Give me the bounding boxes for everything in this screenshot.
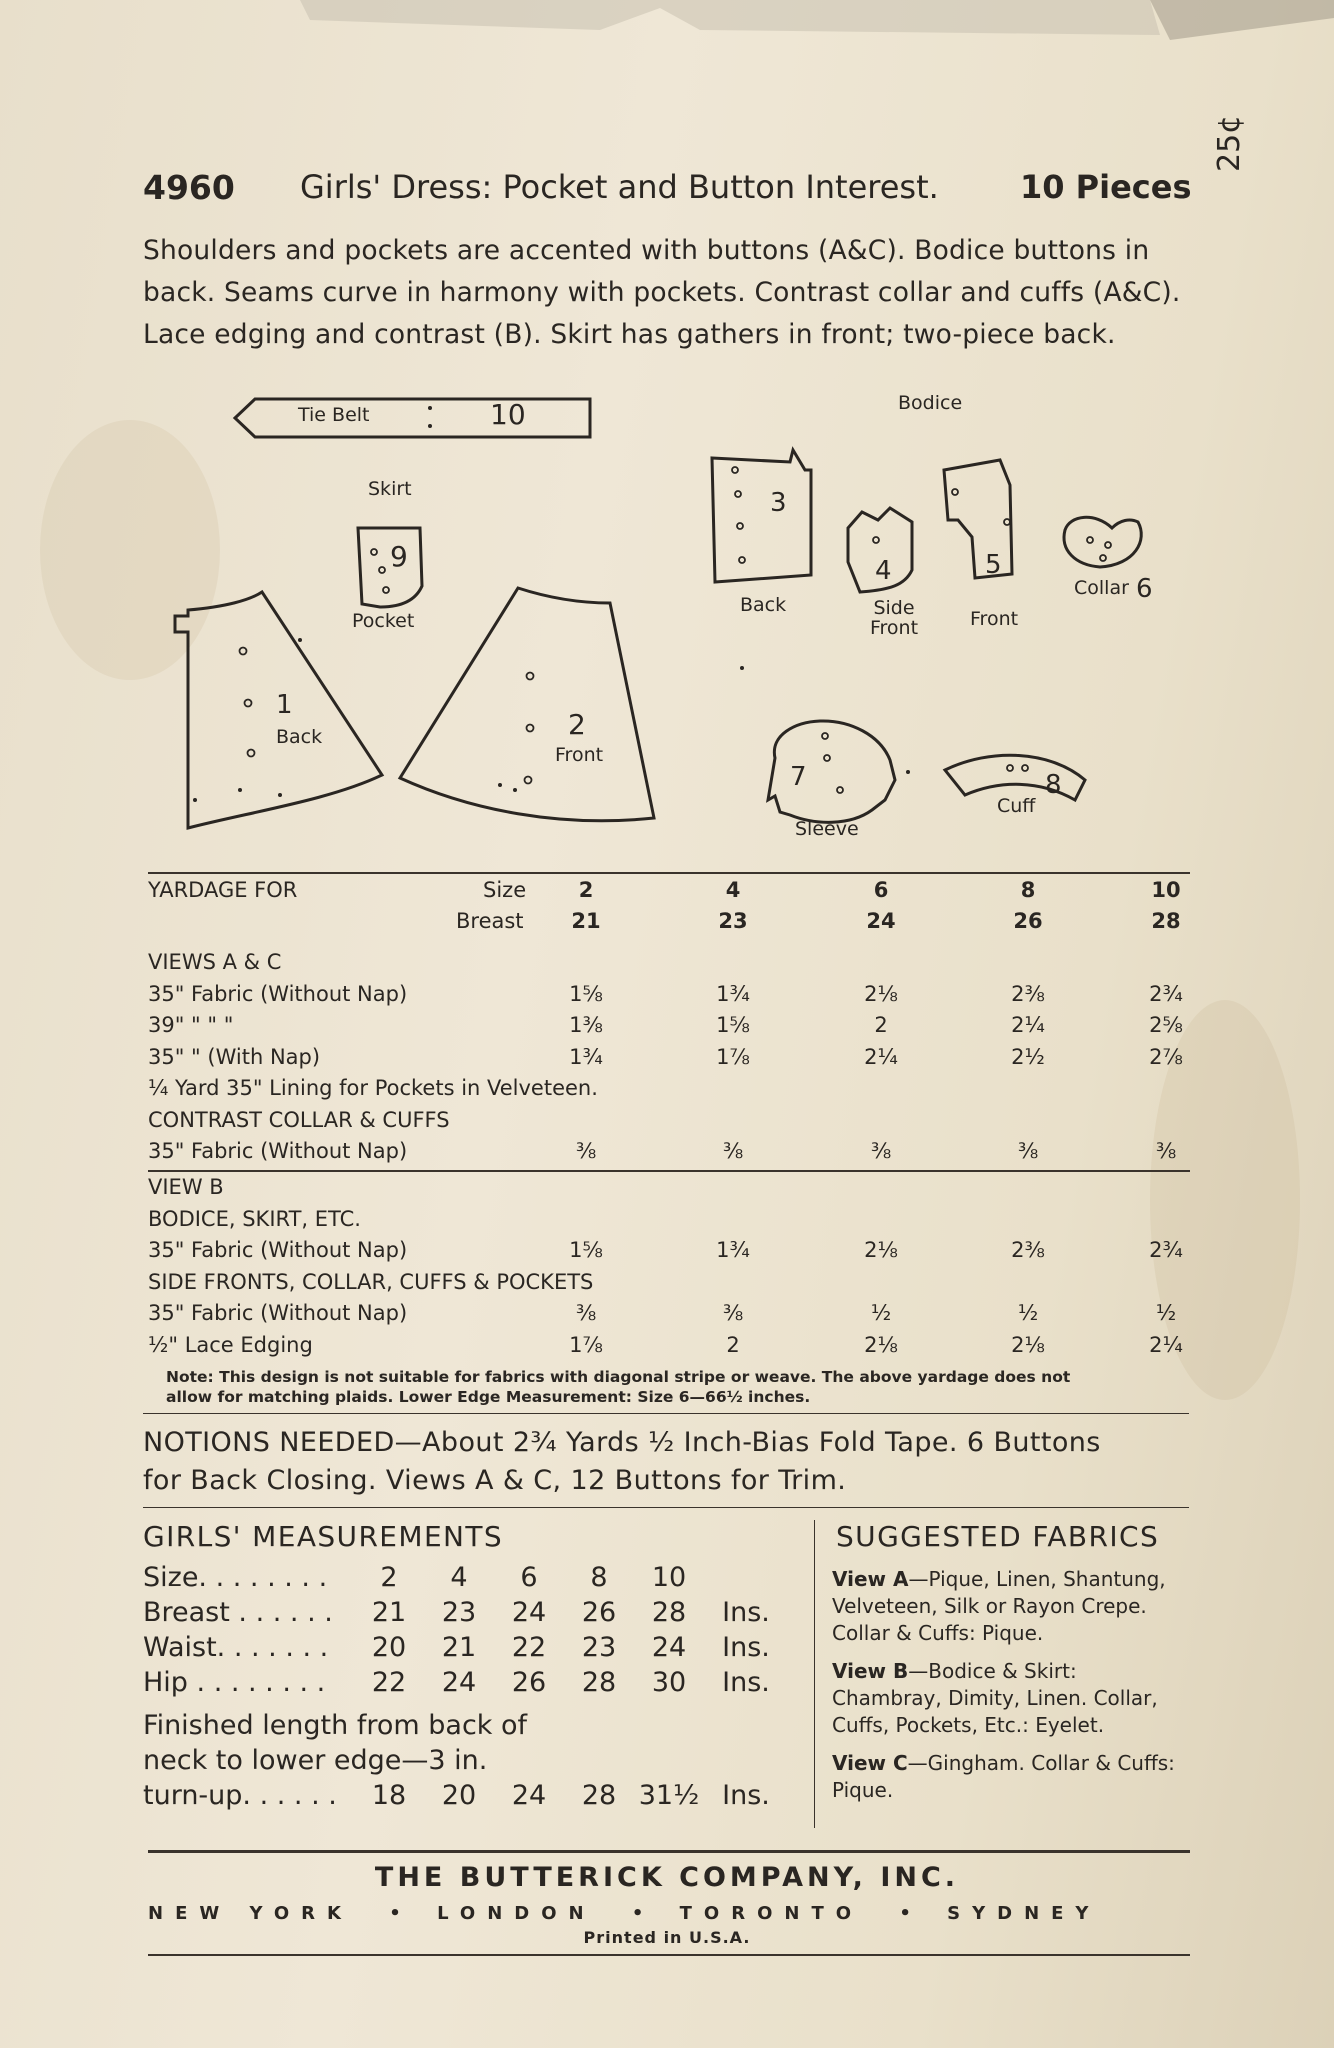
yardage-row-label: VIEW B	[148, 1175, 224, 1199]
measurement-unit: Ins.	[722, 1597, 770, 1628]
yardage-value: 1⅜	[569, 1013, 603, 1037]
yardage-row-label: VIEWS A & C	[148, 950, 282, 974]
city: LONDON	[437, 1903, 596, 1924]
printed-in: Printed in U.S.A.	[583, 1928, 751, 1947]
yardage-size: 10	[1151, 878, 1181, 902]
pattern-number: 4960	[143, 168, 235, 207]
fabric-view-name: View B	[832, 1659, 909, 1683]
piece-label: Front	[555, 744, 604, 766]
yardage-row	[148, 1139, 1198, 1167]
yardage-row	[148, 1175, 1198, 1203]
column-divider	[814, 1520, 815, 1828]
tie-belt-number: 10	[490, 398, 526, 431]
yardage-breast-row	[148, 909, 1198, 937]
measurement-value: 28	[651, 1597, 687, 1628]
piece-label: Back	[276, 726, 323, 748]
yardage-row-label: 35" Fabric (Without Nap)	[148, 1238, 408, 1262]
measurement-row	[143, 1562, 823, 1593]
price: 25¢	[1212, 114, 1247, 172]
measurement-value: 23	[581, 1632, 617, 1663]
yardage-value: ½	[1155, 1301, 1177, 1325]
fabric-view	[832, 1566, 1192, 1647]
fabric-view-text: —Gingham. Collar & Cuffs: Pique.	[832, 1751, 1175, 1802]
yardage-value: 1⅝	[569, 981, 603, 1006]
collar-piece	[1064, 517, 1141, 567]
footer-rule	[148, 1850, 1190, 1853]
yardage-value: ⅜	[575, 1139, 597, 1163]
yardage-value: 2¼	[1011, 1013, 1045, 1037]
yardage-value: 2	[726, 1332, 740, 1357]
measurement-label: Hip . . . . . . . .	[143, 1667, 326, 1698]
measurement-value: 24	[651, 1632, 687, 1663]
fabrics-heading: SUGGESTED FABRICS	[836, 1520, 1160, 1553]
measurement-row	[143, 1632, 823, 1663]
yardage-row-label: SIDE FRONTS, COLLAR, CUFFS & POCKETS	[148, 1269, 594, 1294]
size-label: Size	[483, 878, 527, 902]
yardage-value: 1¾	[569, 1044, 603, 1069]
divider	[148, 872, 1190, 874]
yardage-value: ½	[870, 1301, 892, 1325]
divider	[143, 1507, 1189, 1508]
turnup-value: 18	[371, 1780, 407, 1811]
yardage-value: ⅜	[575, 1301, 597, 1325]
yardage-value: ⅜	[722, 1301, 744, 1325]
description-line: back. Seams curve in harmony with pockets. Contrast collar and cuffs (A&C).	[143, 277, 1181, 308]
measurement-value: 21	[441, 1632, 477, 1663]
piece-label: Front	[970, 608, 1019, 630]
piece-number: 9	[390, 540, 408, 573]
measurement-value: 21	[371, 1597, 407, 1628]
yardage-row	[148, 1270, 1198, 1298]
piece-number: 8	[1045, 770, 1062, 800]
city: NEW YORK	[148, 1903, 353, 1924]
measurement-value: 24	[441, 1667, 477, 1698]
fabric-view-name: View C	[832, 1751, 908, 1775]
piece-number: 5	[985, 550, 1002, 580]
yardage-breast: 26	[1013, 909, 1043, 933]
piece-number: 1	[276, 690, 293, 720]
bodice-label: Bodice	[898, 392, 963, 414]
tie-belt-piece	[235, 399, 590, 437]
yardage-row	[148, 1301, 1198, 1329]
yardage-size-row	[148, 878, 1198, 906]
turnup-value: 24	[511, 1780, 547, 1811]
fabric-view	[832, 1750, 1192, 1804]
yardage-value: ½	[1017, 1301, 1039, 1325]
fabric-view-name: View A	[832, 1567, 909, 1591]
yardage-size: 4	[725, 878, 741, 902]
tie-belt-label: Tie Belt	[298, 404, 370, 426]
measurement-value: 24	[511, 1597, 547, 1628]
company-name: THE BUTTERICK COMPANY, INC.	[374, 1862, 960, 1893]
measurement-value: 2	[380, 1562, 398, 1593]
yardage-breast: 28	[1151, 909, 1181, 933]
description-line: Shoulders and pockets are accented with buttons (A&C). Bodice buttons in	[143, 235, 1150, 266]
company-cities: NEW YORK • LONDON • TORONTO • SYDNEY	[148, 1903, 1101, 1924]
divider	[148, 1170, 1190, 1172]
measurement-value: 26	[511, 1667, 547, 1698]
fabric-view-text: —Pique, Linen, Shantung, Velveteen, Silk or Rayon Crepe. Collar & Cuffs: Pique.	[832, 1567, 1166, 1645]
measurement-value: 10	[651, 1562, 687, 1593]
measurement-unit: Ins.	[722, 1667, 770, 1698]
fabric-view	[832, 1658, 1192, 1739]
yardage-row-label: 35" Fabric (Without Nap)	[148, 1139, 408, 1163]
yardage-size: 6	[873, 878, 889, 902]
yardage-row	[148, 1045, 1198, 1073]
yardage-size: 2	[578, 878, 594, 902]
measurement-value: 20	[371, 1632, 407, 1663]
bodice-front-piece	[944, 460, 1012, 578]
notions-line: NOTIONS NEEDED—About 2¾ Yards ½ Inch-Bias Fold Tape. 6 Buttons	[143, 1427, 1101, 1458]
sleeve-piece	[768, 721, 895, 822]
yardage-value: 1¾	[716, 981, 750, 1006]
measurement-value: 30	[651, 1667, 687, 1698]
piece-number: 4	[875, 556, 892, 586]
yardage-row-label: 35" Fabric (Without Nap)	[148, 981, 408, 1006]
description-line: Lace edging and contrast (B). Skirt has gathers in front; two-piece back.	[143, 319, 1116, 350]
piece-count: 10 Pieces	[1020, 168, 1192, 206]
city: TORONTO	[679, 1903, 864, 1924]
skirt-front-piece	[400, 588, 654, 821]
turnup-value: 31½	[638, 1780, 700, 1811]
measurement-value: 6	[520, 1562, 538, 1593]
yardage-value: 2⅞	[1149, 1044, 1183, 1069]
measurement-value: 22	[511, 1632, 547, 1663]
piece-label: Cuff	[997, 795, 1036, 817]
piece-label: Sleeve	[795, 818, 859, 840]
measurement-unit: Ins.	[722, 1632, 770, 1663]
yardage-row	[148, 1238, 1198, 1266]
turnup-unit: Ins.	[722, 1780, 770, 1811]
measurement-label: Size. . . . . . . .	[143, 1562, 328, 1593]
yardage-breast: 24	[866, 909, 896, 933]
yardage-value: 1⅝	[716, 1013, 750, 1037]
description	[143, 230, 1181, 356]
notions-line: for Back Closing. Views A & C, 12 Buttons for Trim.	[143, 1465, 847, 1496]
measurement-label: Waist. . . . . . .	[143, 1632, 329, 1663]
yardage-row	[148, 1013, 1198, 1041]
yardage-row-label: 39" " " "	[148, 1013, 234, 1037]
pattern-title: Girls' Dress: Pocket and Button Interest.	[300, 168, 939, 206]
yardage-value: 2⅛	[864, 1332, 898, 1357]
yardage-row-label: 35" Fabric (Without Nap)	[148, 1301, 408, 1325]
measurement-value: 22	[371, 1667, 407, 1698]
notions-needed	[143, 1424, 1101, 1500]
piece-number: 3	[770, 488, 787, 518]
yardage-row	[148, 1207, 1198, 1235]
yardage-value: 1¾	[716, 1238, 750, 1262]
turnup-label: turn-up. . . . . .	[143, 1780, 337, 1811]
yardage-value: 2⅛	[864, 1238, 898, 1262]
envelope-flap	[0, 0, 1334, 60]
measurement-value: 26	[581, 1597, 617, 1628]
yardage-value: 2	[874, 1013, 888, 1037]
yardage-row-label: CONTRAST COLLAR & CUFFS	[148, 1107, 450, 1132]
yardage-row	[148, 950, 1198, 978]
yardage-value: ⅜	[1017, 1139, 1039, 1163]
skirt-label: Skirt	[368, 478, 412, 500]
breast-label: Breast	[456, 909, 524, 933]
yardage-value: 2½	[1011, 1044, 1045, 1069]
piece-label: Pocket	[352, 610, 415, 632]
yardage-value: 1⅞	[716, 1044, 750, 1069]
measurement-value: 23	[441, 1597, 477, 1628]
measurement-value: 4	[450, 1562, 468, 1593]
piece-number: 2	[568, 708, 586, 741]
cuff-piece	[945, 755, 1085, 800]
finished-length-line: Finished length from back of	[143, 1710, 528, 1741]
yardage-value: 2⅛	[864, 981, 898, 1006]
yardage-value: ⅜	[1155, 1139, 1177, 1163]
yardage-value: 1⅞	[569, 1332, 603, 1357]
turnup-value: 28	[581, 1780, 617, 1811]
yardage-row-label: 35" " (With Nap)	[148, 1044, 321, 1069]
piece-label: Back	[740, 594, 787, 616]
yardage-size: 8	[1020, 878, 1036, 902]
yardage-row	[148, 1076, 1198, 1104]
yardage-value: 2⅛	[1011, 1332, 1045, 1357]
yardage-breast: 23	[718, 909, 748, 933]
yardage-value: ⅜	[722, 1139, 744, 1163]
yardage-value: ⅜	[870, 1139, 892, 1163]
yardage-value: 2¼	[1149, 1332, 1183, 1357]
finished-length-line: neck to lower edge—3 in.	[143, 1745, 488, 1776]
piece-label: Side Front	[869, 597, 919, 639]
yardage-row-label: BODICE, SKIRT, ETC.	[148, 1206, 361, 1231]
yardage-value: 1⅝	[569, 1238, 603, 1262]
footer-rule	[148, 1954, 1190, 1956]
yardage-value: 2¾	[1149, 981, 1183, 1006]
measurement-label: Breast . . . . . .	[143, 1597, 333, 1628]
city: SYDNEY	[947, 1903, 1101, 1924]
bodice-back-piece	[712, 450, 811, 582]
yardage-row	[148, 1333, 1198, 1361]
yardage-heading: YARDAGE FOR	[148, 878, 298, 902]
piece-label: Collar	[1074, 577, 1129, 599]
yardage-value: 2¾	[1149, 1238, 1183, 1262]
fabric-view-text: —Bodice & Skirt: Chambray, Dimity, Linen. Collar, Cuffs, Pockets, Etc.: Eyelet.	[832, 1659, 1158, 1737]
yardage-value: 2⅜	[1011, 981, 1045, 1006]
divider	[143, 1413, 1189, 1414]
yardage-row	[148, 982, 1198, 1010]
yardage-value: 2⅜	[1011, 1238, 1045, 1262]
yardage-value: 2⅝	[1149, 1013, 1183, 1037]
yardage-breast: 21	[571, 909, 601, 933]
yardage-row-label: ½" Lace Edging	[148, 1332, 313, 1357]
measurement-value: 28	[581, 1667, 617, 1698]
turnup-value: 20	[441, 1780, 477, 1811]
measurement-row	[143, 1667, 823, 1698]
piece-number: 6	[1136, 574, 1153, 604]
note-line: allow for matching plaids. Lower Edge Measurement: Size 6—66½ inches.	[166, 1388, 811, 1406]
yardage-row-label: ¼ Yard 35" Lining for Pockets in Velveteen.	[148, 1076, 598, 1100]
yardage-note	[166, 1367, 1070, 1407]
note-line: Note: This design is not suitable for fabrics with diagonal stripe or weave. The above yardage does not	[166, 1368, 1071, 1386]
measurement-value: 8	[590, 1562, 608, 1593]
turnup-row	[143, 1780, 823, 1811]
yardage-value: 2¼	[864, 1044, 898, 1069]
pattern-pieces-diagram	[0, 380, 1334, 860]
measurement-row	[143, 1597, 823, 1628]
piece-number: 7	[790, 762, 807, 792]
suggested-fabrics	[832, 1566, 1192, 1815]
measurements-heading: GIRLS' MEASUREMENTS	[143, 1520, 504, 1553]
yardage-row	[148, 1108, 1198, 1136]
